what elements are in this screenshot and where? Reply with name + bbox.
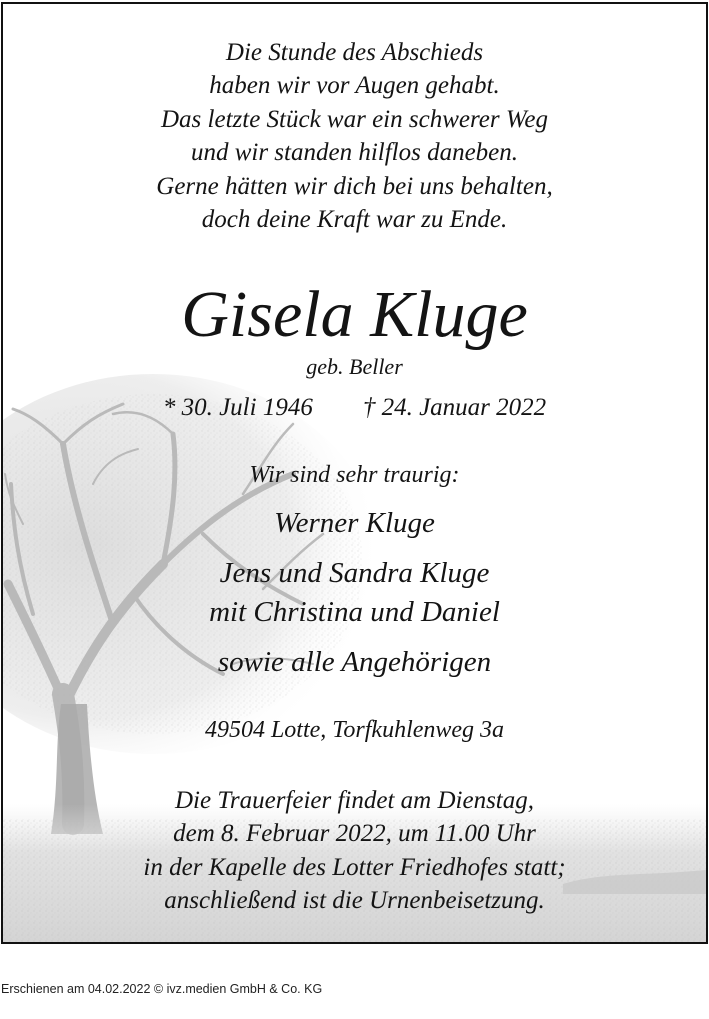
ceremony-line: anschließend ist die Urnenbeisetzung. xyxy=(164,887,545,915)
ceremony-line: Die Trauerfeier findet am Dienstag, xyxy=(175,787,534,814)
mourners-intro: Wir sind sehr traurig: xyxy=(249,462,460,488)
poem-line: Die Stunde des Abschieds xyxy=(225,39,484,66)
memorial-poem xyxy=(3,36,706,236)
mourner-line: sowie alle Angehörigen xyxy=(217,646,492,678)
poem-line: Das letzte Stück war ein schwerer Weg xyxy=(161,105,548,133)
mourner-line: Werner Kluge xyxy=(274,507,435,539)
poem-line: doch deine Kraft war zu Ende. xyxy=(201,205,508,233)
deceased-name: Gisela Kluge xyxy=(181,278,528,351)
mourner-line: mit Christina und Daniel xyxy=(209,596,500,628)
mourner-line: Jens und Sandra Kluge xyxy=(219,557,490,589)
poem-line: und wir standen hilflos daneben. xyxy=(190,139,519,167)
ceremony-details xyxy=(3,784,706,918)
publication-footer: Erschienen am 04.02.2022 © ivz.medien GmbH & Co. KG xyxy=(1,982,323,996)
poem-line: haben wir vor Augen gehabt. xyxy=(209,72,500,100)
family-address: 49504 Lotte, Torfkuhlenweg 3a xyxy=(204,717,505,743)
ceremony-line: in der Kapelle des Lotter Friedhofes statt; xyxy=(143,853,566,881)
ceremony-line: dem 8. Februar 2022, um 11.00 Uhr xyxy=(173,820,536,848)
obituary-notice xyxy=(1,2,708,944)
poem-line: Gerne hätten wir dich bei uns behalten, xyxy=(156,172,553,200)
maiden-name: geb. Beller xyxy=(306,354,403,379)
life-dates: * 30. Juli 1946 † 24. Januar 2022 xyxy=(162,394,547,421)
